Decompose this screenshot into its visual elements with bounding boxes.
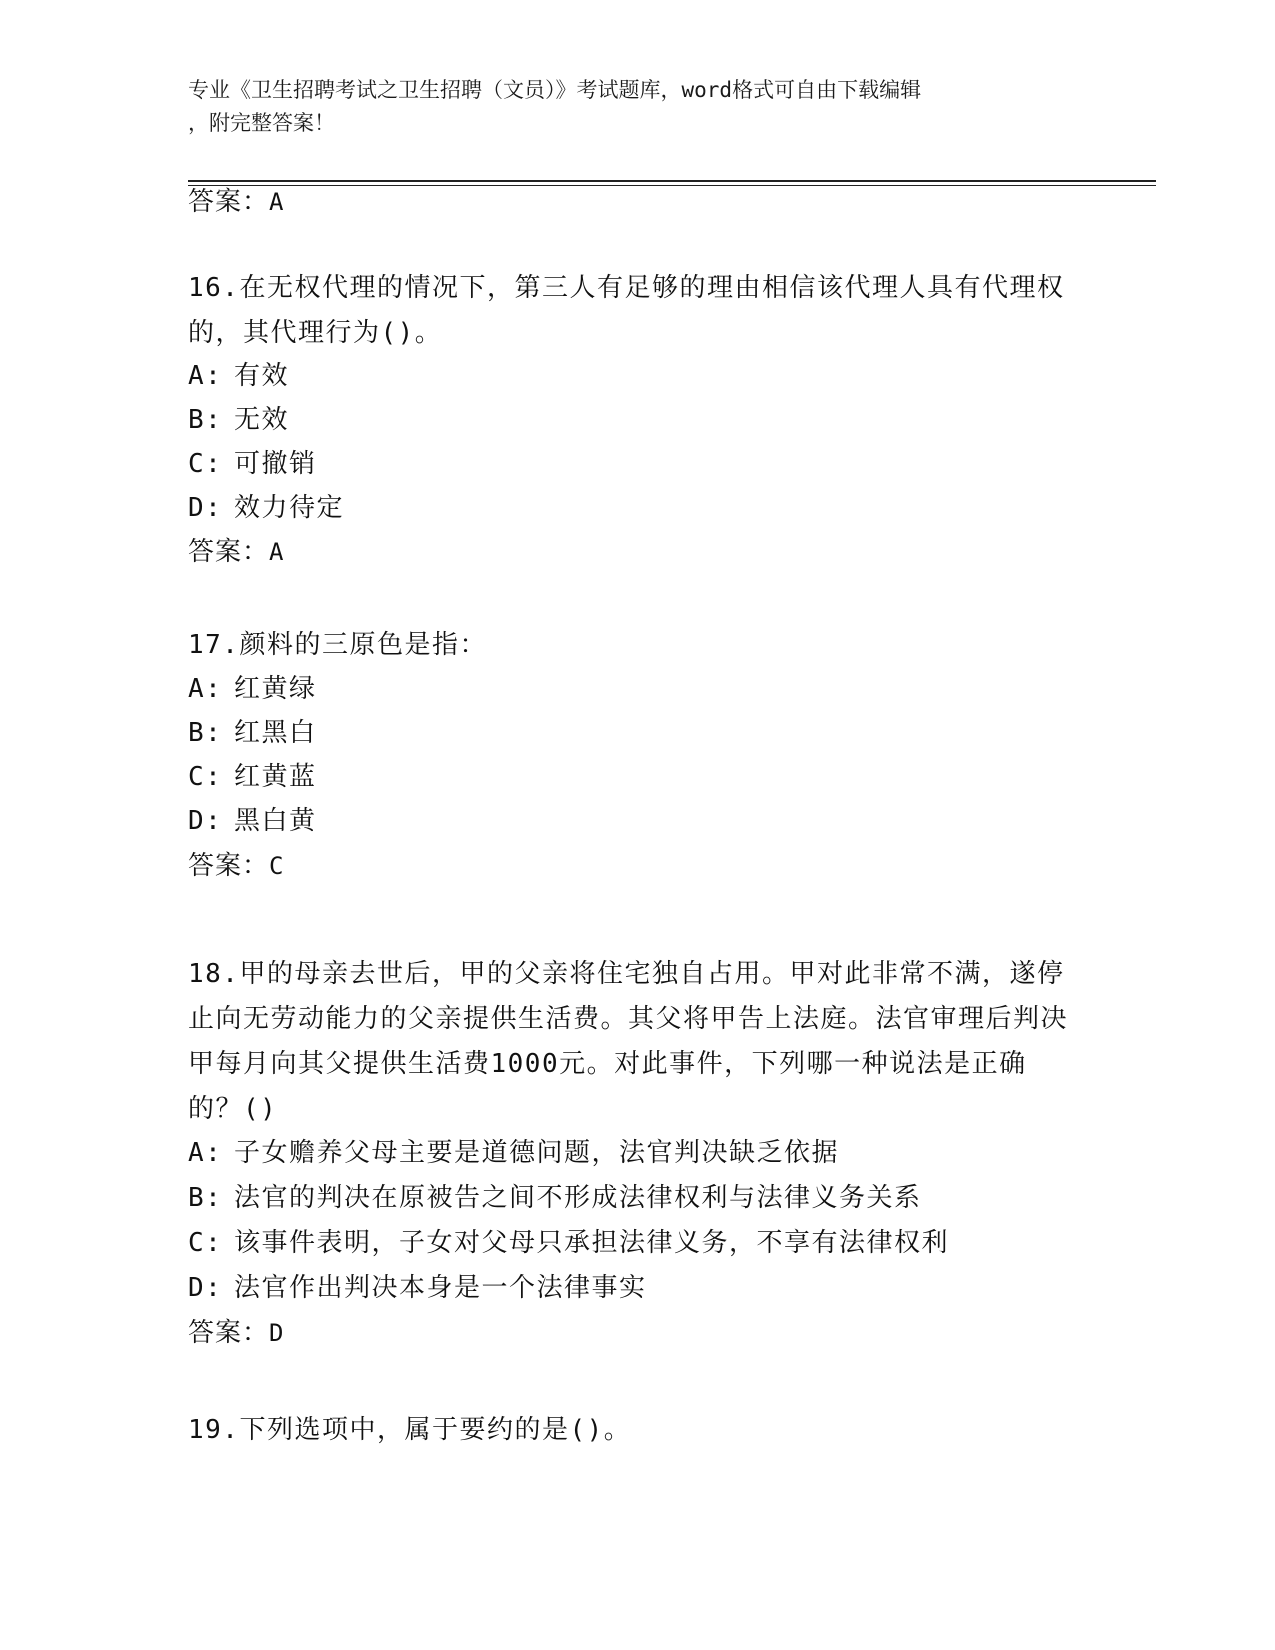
option-text: 红黑白 bbox=[234, 718, 317, 748]
option-row bbox=[188, 404, 1088, 436]
option-row bbox=[188, 360, 1088, 392]
header-divider-thin bbox=[188, 185, 1156, 186]
option-key: D: bbox=[188, 1273, 223, 1303]
answer-value: C bbox=[269, 852, 284, 880]
option-row bbox=[188, 1272, 1088, 1304]
option-key: A: bbox=[188, 674, 223, 704]
answer-line bbox=[188, 186, 283, 218]
answer-line bbox=[188, 536, 283, 568]
option-row bbox=[188, 761, 1088, 793]
option-text: 有效 bbox=[234, 361, 290, 391]
option-key: B: bbox=[188, 405, 223, 435]
answer-value: A bbox=[269, 188, 284, 216]
header-divider bbox=[188, 180, 1156, 182]
option-text: 法官的判决在原被告之间不形成法律权利与法律义务关系 bbox=[234, 1183, 922, 1213]
option-key: A: bbox=[188, 1138, 223, 1168]
option-key: A: bbox=[188, 361, 223, 391]
option-row bbox=[188, 448, 1088, 480]
header-line-2: ，附完整答案！ bbox=[188, 111, 335, 135]
answer-label: 答案： bbox=[188, 187, 270, 217]
header-line-1: 专业《卫生招聘考试之卫生招聘（文员）》考试题库，word格式可自由下载编辑 bbox=[188, 78, 922, 102]
answer-line bbox=[188, 850, 283, 882]
option-row bbox=[188, 805, 1088, 837]
option-text: 无效 bbox=[234, 405, 290, 435]
option-key: C: bbox=[188, 449, 223, 479]
option-text: 黑白黄 bbox=[234, 806, 317, 836]
document-header bbox=[188, 74, 1088, 140]
option-key: D: bbox=[188, 493, 223, 523]
option-row bbox=[188, 1137, 1088, 1169]
question-stem: 17.颜料的三原色是指： bbox=[188, 630, 487, 660]
option-key: D: bbox=[188, 806, 223, 836]
option-row bbox=[188, 1227, 1088, 1259]
option-text: 子女赡养父母主要是道德问题，法官判决缺乏依据 bbox=[234, 1138, 840, 1168]
option-text: 法官作出判决本身是一个法律事实 bbox=[234, 1273, 647, 1303]
option-key: B: bbox=[188, 718, 223, 748]
answer-label: 答案： bbox=[188, 1318, 270, 1348]
question-stem: 16.在无权代理的情况下，第三人有足够的理由相信该代理人具有代理权的，其代理行为()。 bbox=[188, 273, 1065, 348]
answer-label: 答案： bbox=[188, 851, 270, 881]
question-stem: 18.甲的母亲去世后，甲的父亲将住宅独自占用。甲对此非常不满，遂停止向无劳动能力的父亲提供生活费。其父将甲告上法庭。法官审理后判决甲每月向其父提供生活费1000元。对此事件，下列哪一种说法是正确的？() bbox=[188, 959, 1069, 1124]
answer-value: A bbox=[269, 538, 284, 566]
option-text: 红黄绿 bbox=[234, 674, 317, 704]
option-row bbox=[188, 1182, 1088, 1214]
option-row bbox=[188, 673, 1088, 705]
answer-value: D bbox=[269, 1319, 284, 1347]
answer-label: 答案： bbox=[188, 537, 270, 567]
option-key: B: bbox=[188, 1183, 223, 1213]
option-row bbox=[188, 492, 1088, 524]
option-key: C: bbox=[188, 762, 223, 792]
answer-line bbox=[188, 1317, 283, 1349]
option-text: 红黄蓝 bbox=[234, 762, 317, 792]
option-text: 效力待定 bbox=[234, 493, 345, 523]
question-stem: 19.下列选项中，属于要约的是()。 bbox=[188, 1415, 632, 1445]
option-key: C: bbox=[188, 1228, 223, 1258]
option-text: 可撤销 bbox=[234, 449, 317, 479]
option-text: 该事件表明，子女对父母只承担法律义务，不享有法律权利 bbox=[234, 1228, 950, 1258]
option-row bbox=[188, 717, 1088, 749]
